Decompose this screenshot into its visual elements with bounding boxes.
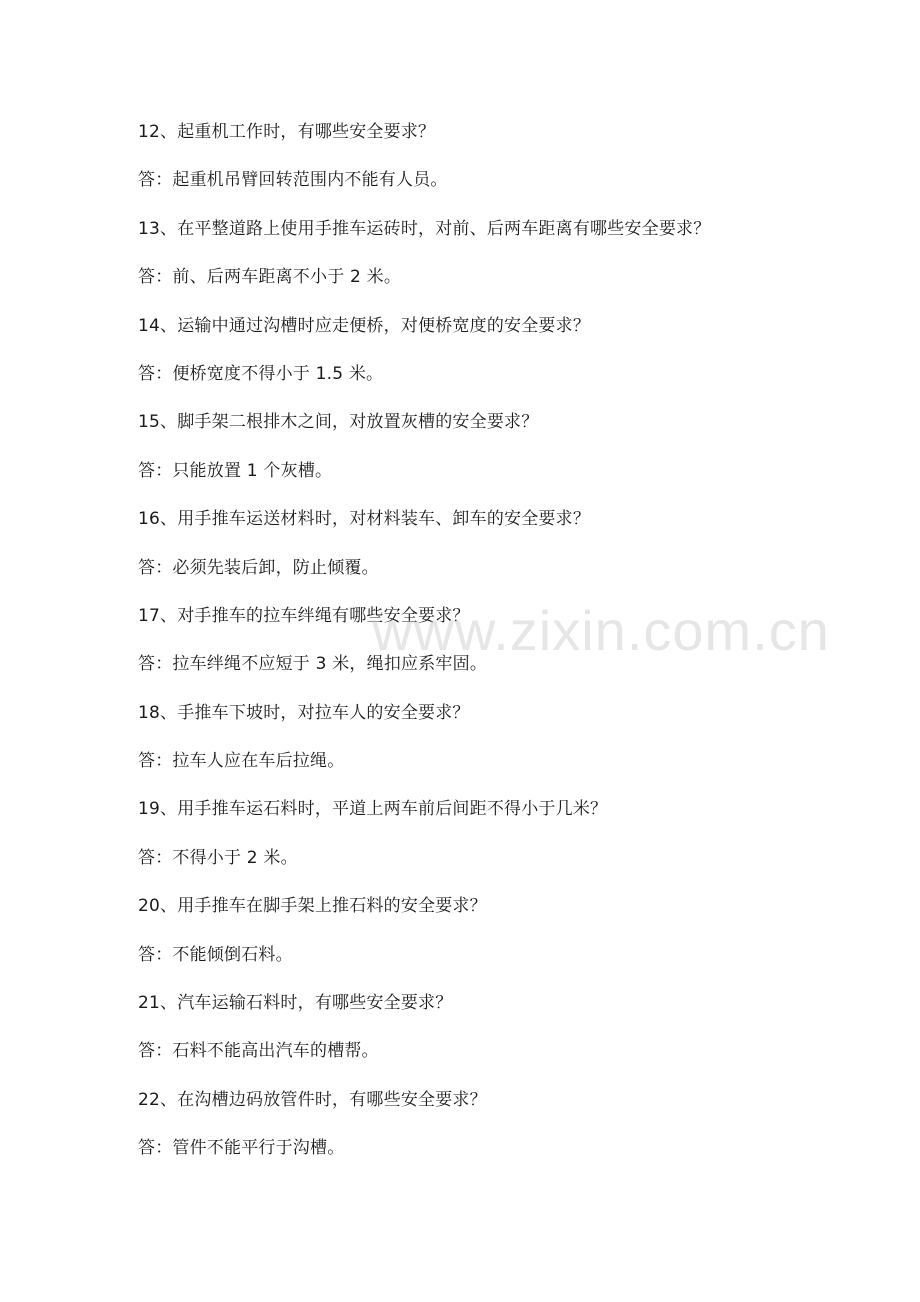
qa-item xyxy=(138,1086,858,1183)
question-text: 17、对手推车的拉车绊绳有哪些安全要求？ xyxy=(138,605,470,626)
answer-text: 答：只能放置 1 个灰槽。 xyxy=(138,460,333,481)
answer-text: 答：必须先装后卸，防止倾覆。 xyxy=(138,557,379,578)
answer-text: 答：起重机吊臂回转范围内不能有人员。 xyxy=(138,170,448,191)
question-text: 12、起重机工作时，有哪些安全要求？ xyxy=(138,122,436,142)
question-text: 20、用手推车在脚手架上推石料的安全要求？ xyxy=(138,896,487,917)
answer-text: 答：不能倾倒石料。 xyxy=(138,944,293,965)
question-text: 22、在沟槽边码放管件时，有哪些安全要求？ xyxy=(138,1089,487,1110)
answer-text: 答：便桥宽度不得小于 1.5 米。 xyxy=(138,363,384,384)
qa-item xyxy=(138,215,858,312)
answer-text: 答：不得小于 2 米。 xyxy=(138,847,298,868)
question-text: 15、脚手架二根排木之间，对放置灰槽的安全要求？ xyxy=(138,412,539,433)
question-text: 21、汽车运输石料时，有哪些安全要求？ xyxy=(138,993,453,1014)
qa-item xyxy=(138,408,858,505)
qa-item xyxy=(138,892,858,989)
question-text: 13、在平整道路上使用手推车运砖时，对前、后两车距离有哪些安全要求？ xyxy=(138,218,711,239)
answer-text: 答：前、后两车距离不小于 2 米。 xyxy=(138,267,402,288)
question-text: 16、用手推车运送材料时，对材料装车、卸车的安全要求？ xyxy=(138,509,591,530)
qa-item xyxy=(138,118,858,215)
qa-item xyxy=(138,699,858,796)
question-text: 19、用手推车运石料时，平道上两车前后间距不得小于几米？ xyxy=(138,799,608,820)
answer-text: 答：拉车绊绳不应短于 3 米，绳扣应系牢固。 xyxy=(138,654,488,675)
qa-item xyxy=(138,312,858,409)
qa-item xyxy=(138,989,858,1086)
question-text: 14、运输中通过沟槽时应走便桥，对便桥宽度的安全要求？ xyxy=(138,315,591,336)
answer-text: 答：石料不能高出汽车的槽帮。 xyxy=(138,1041,379,1062)
answer-text: 答：拉车人应在车后拉绳。 xyxy=(138,751,345,772)
qa-item xyxy=(138,505,858,602)
question-text: 18、手推车下坡时，对拉车人的安全要求？ xyxy=(138,702,470,723)
watermark: www.zixin.com.cn xyxy=(372,599,830,662)
qa-item xyxy=(138,795,858,892)
answer-text: 答：管件不能平行于沟槽。 xyxy=(138,1138,345,1159)
